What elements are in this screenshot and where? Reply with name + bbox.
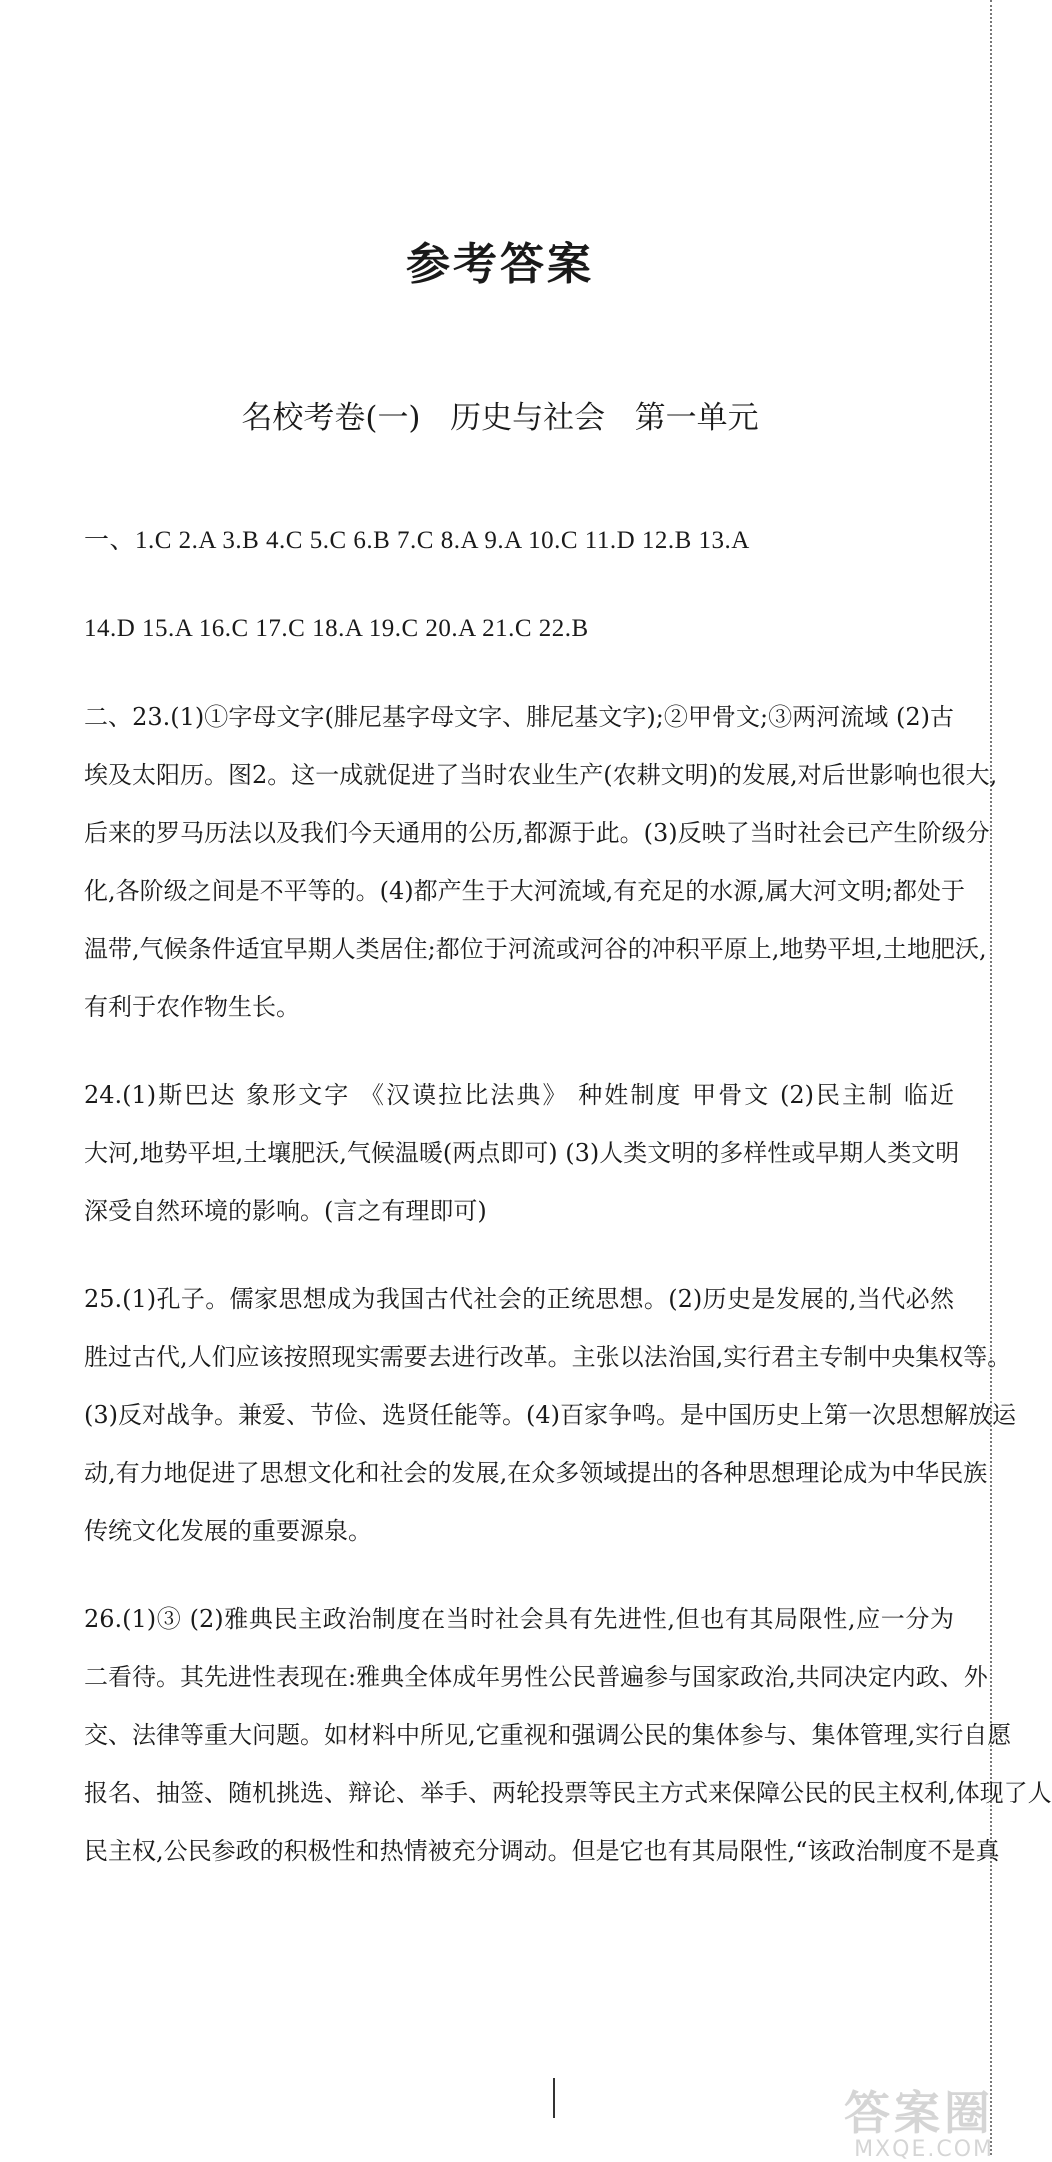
answer-text-line: 有利于农作物生长。 <box>84 993 300 1021</box>
section-heading: 名校考卷(一) 历史与社会 第一单元 <box>241 400 759 436</box>
answer-text-line: 后来的罗马历法以及我们今天通用的公历,都源于此。(3)反映了当时社会已产生阶级分 <box>84 819 990 847</box>
watermark-logo: 答案圈 <box>844 2086 994 2140</box>
answer-content <box>84 512 1052 1880</box>
answer-text-line: 胜过古代,人们应该按照现实需要去进行改革。主张以法治国,实行君主专制中央集权等。 <box>84 1343 1012 1371</box>
answer-text-line: 大河,地势平坦,土壤肥沃,气候温暖(两点即可) (3)人类文明的多样性或早期人类文明 <box>84 1139 960 1167</box>
site-watermark <box>734 2077 994 2162</box>
answer-text-line: 二看待。其先进性表现在:雅典全体成年男性公民普遍参与国家政治,共同决定内政、外 <box>84 1663 988 1691</box>
answer-text-line: 化,各阶级之间是不平等的。(4)都产生于大河流域,有充足的水源,属大河文明;都处于 <box>84 877 965 905</box>
answer-text-line: 民主权,公民参政的积极性和热情被充分调动。但是它也有其局限性,“该政治制度不是真 <box>84 1837 1000 1865</box>
question-24-answer <box>84 1066 960 1240</box>
answer-text-line: 25.(1)孔子。儒家思想成为我国古代社会的正统思想。(2)历史是发展的,当代必然 <box>84 1285 954 1313</box>
question-26-answer <box>84 1590 1052 1880</box>
answer-text-line: (3)反对战争。兼爱、节俭、选贤任能等。(4)百家争鸣。是中国历史上第一次思想解放运 <box>84 1401 1016 1429</box>
answer-text-line: 传统文化发展的重要源泉。 <box>84 1517 372 1545</box>
answer-text-line: 动,有力地促进了思想文化和社会的发展,在众多领域提出的各种思想理论成为中华民族 <box>84 1459 988 1487</box>
answer-text-line: 深受自然环境的影响。(言之有理即可) <box>84 1197 487 1225</box>
multiple-choice-answers-line-2: 14.D 15.A 16.C 17.C 18.A 19.C 20.A 21.C 22.B <box>84 615 589 642</box>
page-title: 参考答案 <box>406 239 594 290</box>
answer-text-line: 26.(1)③ (2)雅典民主政治制度在当时社会具有先进性,但也有其局限性,应一分为 <box>84 1605 954 1633</box>
answer-text-line: 报名、抽签、随机挑选、辩论、举手、两轮投票等民主方式来保障公民的民主权利,体现了人 <box>84 1779 1052 1807</box>
answer-text-line: 交、法律等重大问题。如材料中所见,它重视和强调公民的集体参与、集体管理,实行自愿 <box>84 1721 1012 1749</box>
multiple-choice-answers-line-1: 一、1.C 2.A 3.B 4.C 5.C 6.B 7.C 8.A 9.A 10.C 11.D 12.B 13.A <box>84 527 750 554</box>
answer-text-line: 温带,气候条件适宜早期人类居住;都位于河流或河谷的冲积平原上,地势平坦,土地肥沃, <box>84 935 987 963</box>
answer-text-line: 二、23.(1)①字母文字(腓尼基字母文字、腓尼基文字);②甲骨文;③两河流域 (2)古 <box>84 703 954 731</box>
answer-text-line: 24.(1)斯巴达 象形文字 《汉谟拉比法典》 种姓制度 甲骨文 (2)民主制 临近 <box>84 1081 954 1109</box>
page-number-mark <box>553 2078 555 2118</box>
binding-dotted-line <box>990 0 992 2155</box>
question-23-answer <box>84 688 998 1036</box>
question-25-answer <box>84 1270 1016 1560</box>
answer-text-line: 埃及太阳历。图2。这一成就促进了当时农业生产(农耕文明)的发展,对后世影响也很大, <box>84 761 998 789</box>
watermark-url: MXQE.COM <box>854 2137 994 2162</box>
